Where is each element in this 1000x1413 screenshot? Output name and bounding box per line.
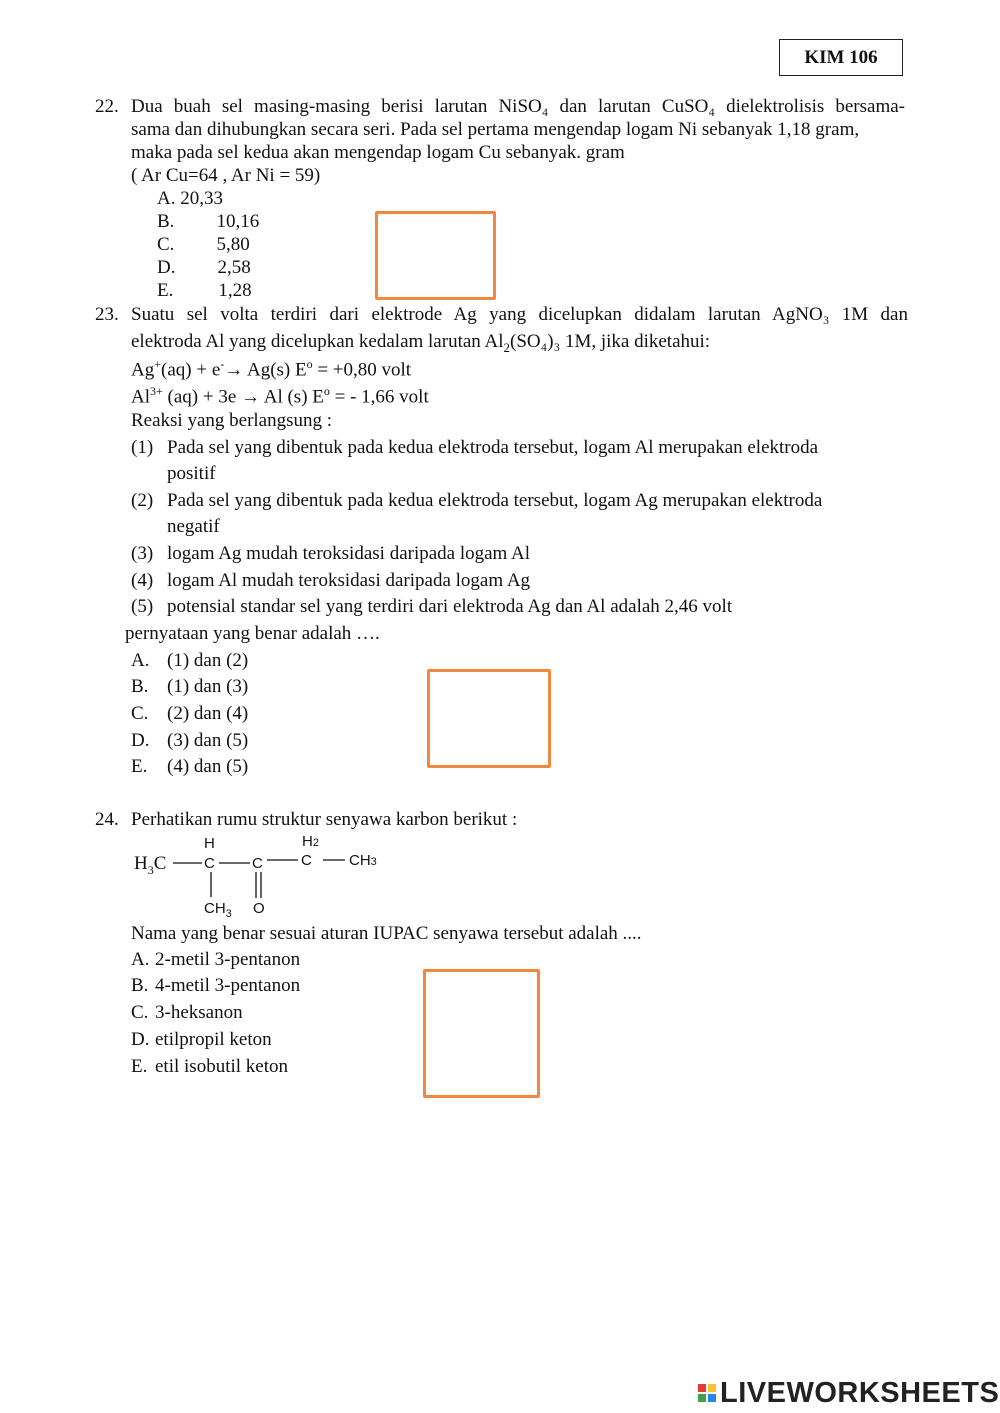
ch3-bottom: $CH_3$ <box>204 900 232 920</box>
option-e: E. 1,28 <box>157 280 252 301</box>
question-ask: pernyataan yang benar adalah …. <box>125 623 380 644</box>
option-c: C. 5,80 <box>157 234 250 255</box>
carbon-4: C <box>301 852 312 869</box>
question-given-data: ( Ar Cu=64 , Ar Ni = 59) <box>131 165 321 186</box>
question-text-line: Suatu sel volta terdiri dari elektrode Ag yang dicelupkan didalam larutan AgNO₃ 1M dan <box>131 304 908 325</box>
option-b: B. 10,16 <box>157 211 260 232</box>
answer-box-q24[interactable] <box>423 969 540 1098</box>
carbon-3: C <box>252 855 263 872</box>
h3c-group: $H_3C$ <box>134 853 167 877</box>
option-d: D. 2,58 <box>157 257 251 278</box>
question-text-line: Perhatikan rumu struktur senyawa karbon berikut : <box>131 809 518 830</box>
question-number: 22. <box>95 96 119 117</box>
logo-text: LIVEWORKSHEETS <box>720 1376 1000 1409</box>
question-text-line: elektroda Al yang dicelupkan kedalam larutan $Al_2(SO_4)_3$ 1M, jika diketahui: <box>131 331 711 355</box>
h2-label: H2 <box>302 833 319 850</box>
question-number: 24. <box>95 809 119 830</box>
reaction-intro: Reaksi yang berlangsung : <box>131 410 333 431</box>
option-a: A. 20,33 <box>157 188 223 209</box>
question-text-line: sama dan dihubungkan secara seri. Pada sel pertama mengendap logam Ni sebanyak 1,18 gram, <box>131 119 860 140</box>
logo-icon <box>698 1384 716 1402</box>
liveworksheets-logo[interactable] <box>698 1376 999 1410</box>
carbon-2: C <box>204 855 215 872</box>
half-reaction-ag: Ag+(aq) + e-→ Ag(s) $E^o = +0,80$ volt <box>131 357 412 381</box>
worksheet-code: KIM 106 <box>779 39 903 76</box>
question-text-line: maka pada sel kedua akan mengendap logam Cu sebanyak. gram <box>131 142 625 163</box>
half-reaction-al: $Al^{3+}$ (aq) + 3e → Al (s) $E^o$ = - 1,66 volt <box>131 384 429 408</box>
oxygen-label: O <box>253 900 265 917</box>
question-text-line: Dua buah sel masing-masing berisi larutan NiSO₄ dan larutan CuSO₄ dielektrolisis bersama- <box>131 96 905 117</box>
question-number: 23. <box>95 304 119 325</box>
hydrogen-label: H <box>204 835 215 852</box>
question-ask: Nama yang benar sesuai aturan IUPAC senyawa tersebut adalah .... <box>131 923 642 944</box>
ch3-right: CH3 <box>349 852 377 869</box>
